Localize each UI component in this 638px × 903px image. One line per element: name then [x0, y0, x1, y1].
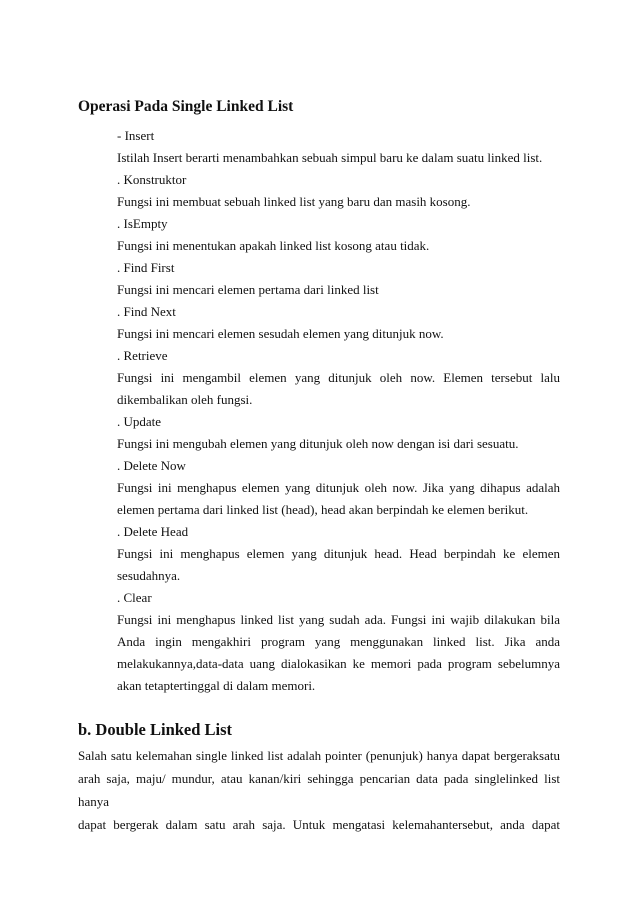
list-item-line: Fungsi ini menghapus elemen yang ditunjuk head. Head berpindah ke elemen — [117, 546, 560, 561]
list-item-line: elemen pertama dari linked list (head), head akan berpindah ke elemen berikut. — [117, 502, 529, 517]
paragraph-line: arah saja, maju/ mundur, atau kanan/kiri sehingga pencarian data pada singlelinked list hanya — [78, 771, 560, 809]
double-linked-list-paragraph — [78, 744, 560, 836]
list-item-line: Fungsi ini mengambil elemen yang ditunjuk oleh now. Elemen tersebut lalu — [117, 370, 560, 385]
list-item-line: . Clear — [117, 590, 152, 605]
list-item-line: Fungsi ini membuat sebuah linked list yang baru dan masih kosong. — [117, 194, 471, 209]
list-item-line: Fungsi ini mencari elemen pertama dari linked list — [117, 282, 379, 297]
list-item-line: akan tetaptertinggal di dalam memori. — [117, 678, 316, 693]
list-item-line: . Find First — [117, 260, 175, 275]
list-item-line: Anda ingin mengakhiri program yang menggunakan linked list. Jika anda — [117, 634, 560, 649]
paragraph-line: dapat bergerak dalam satu arah saja. Untuk mengatasi kelemahantersebut, anda dapat — [78, 817, 560, 832]
list-item-line: Fungsi ini menghapus elemen yang ditunjuk oleh now. Jika yang dihapus adalah — [117, 480, 560, 495]
list-item-line: Fungsi ini menentukan apakah linked list kosong atau tidak. — [117, 238, 430, 253]
list-item-line: dikembalikan oleh fungsi. — [117, 392, 253, 407]
list-item-line: . Delete Head — [117, 524, 189, 539]
list-item-line: Fungsi ini mencari elemen sesudah elemen yang ditunjuk now. — [117, 326, 444, 341]
list-item-line: Fungsi ini menghapus linked list yang sudah ada. Fungsi ini wajib dilakukan bila — [117, 612, 560, 627]
list-item-line: melakukannya,data-data uang dialokasikan ke memori pada program sebelumnya — [117, 656, 560, 671]
list-item-line: . Find Next — [117, 304, 176, 319]
paragraph-line: Salah satu kelemahan single linked list adalah pointer (penunjuk) hanya dapat bergeraksatu — [78, 748, 560, 763]
list-item-line: sesudahnya. — [117, 568, 181, 583]
list-item-line: . Retrieve — [117, 348, 168, 363]
list-item-line: . Delete Now — [117, 458, 186, 473]
section-title-double-linked-list: b. Double Linked List — [78, 720, 233, 739]
operations-list — [117, 125, 560, 697]
list-item-line: Fungsi ini mengubah elemen yang ditunjuk oleh now dengan isi dari sesuatu. — [117, 436, 519, 451]
section-title-single-linked-list: Operasi Pada Single Linked List — [78, 98, 294, 115]
list-item-line: . Konstruktor — [117, 172, 187, 187]
list-item-line: - Insert — [117, 128, 155, 143]
list-item-line: . IsEmpty — [117, 216, 168, 231]
list-item-line: . Update — [117, 414, 162, 429]
list-item-line: Istilah Insert berarti menambahkan sebuah simpul baru ke dalam suatu linked list. — [117, 150, 543, 165]
